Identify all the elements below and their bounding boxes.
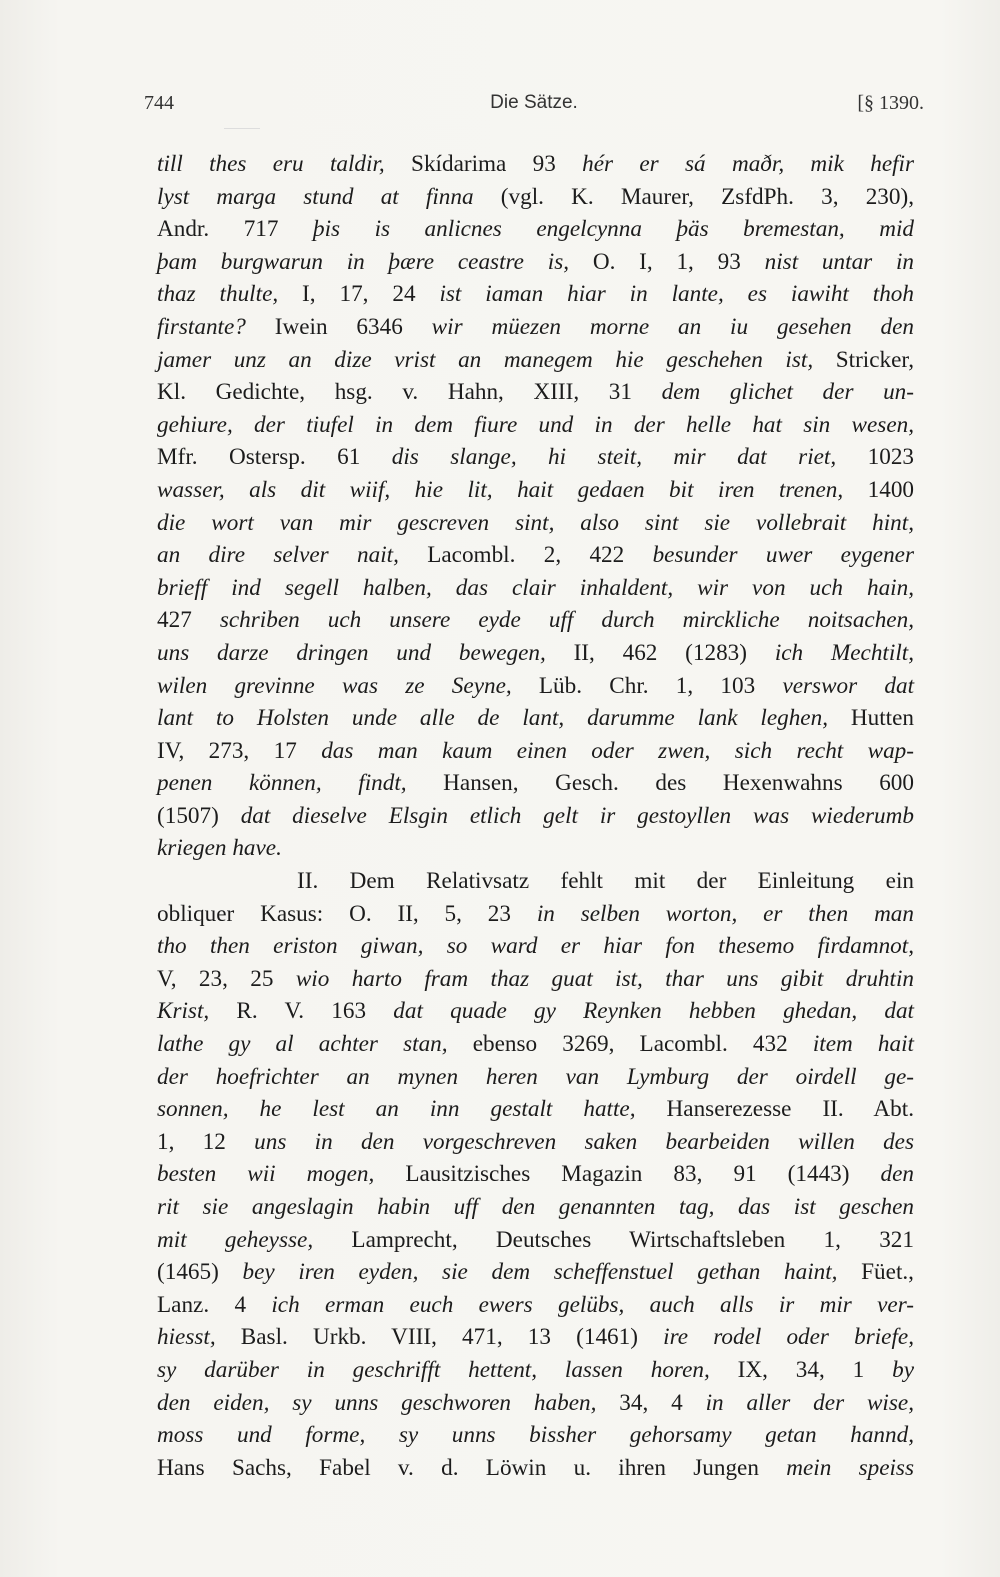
quoted-text: hiesst, bbox=[157, 1324, 216, 1351]
citation-text: 1, 12 bbox=[157, 1128, 255, 1155]
text-line bbox=[157, 1256, 914, 1289]
citation-text: 1023 bbox=[836, 444, 915, 471]
text-line bbox=[157, 930, 914, 963]
quoted-text: dem glichet der un- bbox=[661, 379, 914, 406]
text-line bbox=[157, 1289, 914, 1322]
quoted-text: lathe gy al achter stan, bbox=[157, 1031, 448, 1058]
quoted-text: gehiure, der tiufel in dem fiure und in der helle hat sin wesen, bbox=[157, 411, 914, 438]
quoted-text: penen können, findt, bbox=[157, 770, 407, 797]
quoted-text: rit sie angeslagin habin uff den genannten tag, das ist geschen bbox=[157, 1194, 914, 1220]
text-line bbox=[157, 800, 914, 833]
quoted-text: die wort van mir gescreven sint, also sint sie vollebrait hint, bbox=[157, 509, 914, 536]
text-line bbox=[157, 213, 914, 246]
citation-text: Andr. 717 bbox=[157, 216, 313, 243]
citation-text: II, 462 (1283) bbox=[545, 639, 775, 666]
text-line bbox=[157, 1387, 914, 1420]
citation-text: Lüb. Chr. 1, 103 bbox=[511, 672, 783, 699]
citation-text: Hans Sachs, Fabel v. d. Löwin u. ihren Jungen bbox=[157, 1454, 787, 1481]
text-line bbox=[157, 898, 914, 931]
running-title: Die Sätze. bbox=[490, 92, 578, 113]
text-line bbox=[157, 311, 914, 344]
quoted-text: uns in den vorgeschreven saken bearbeiden willen des bbox=[254, 1128, 914, 1155]
text-line bbox=[157, 702, 914, 735]
quoted-text: ich erman euch ewers gelübs, auch alls ir mir ver- bbox=[271, 1291, 914, 1318]
citation-text: Skídarima 93 bbox=[384, 151, 583, 177]
text-line bbox=[157, 246, 914, 279]
citation-text: O. I, 1, 93 bbox=[569, 248, 765, 275]
citation-text: Stricker, bbox=[813, 346, 914, 373]
text-line bbox=[157, 1452, 914, 1485]
quoted-text: bey iren eyden, sie dem scheffenstuel gethan haint, bbox=[242, 1259, 838, 1286]
citation-text: (1465) bbox=[157, 1259, 243, 1286]
quoted-text: dat quade gy Reynken hebben ghedan, dat bbox=[393, 998, 914, 1025]
citation-text: II. Dem Relativsatz fehlt mit der Einleitung ein bbox=[297, 868, 914, 895]
quoted-text: item hait bbox=[812, 1031, 914, 1058]
quoted-text: wilen grevinne was ze Seyne, bbox=[157, 672, 512, 699]
quoted-text: dat dieselve Elsgin etlich gelt ir gestoyllen was wiederumb bbox=[240, 802, 914, 829]
quoted-text: das man kaum einen oder zwen, sich recht wap- bbox=[321, 737, 914, 764]
text-line bbox=[157, 995, 914, 1028]
quoted-text: Krist, bbox=[157, 998, 210, 1025]
text-line bbox=[157, 278, 914, 311]
quoted-text: wio harto fram thaz guat ist, thar uns gibit druhtin bbox=[295, 965, 914, 992]
citation-text: Hansen, Gesch. des Hexenwahns 600 bbox=[406, 770, 914, 797]
text-line bbox=[157, 181, 914, 214]
text-line bbox=[157, 539, 914, 572]
quoted-text: þam burgwarun in þære ceastre is, bbox=[157, 248, 570, 275]
quoted-text: besten wii mogen, bbox=[157, 1161, 375, 1188]
text-line bbox=[157, 670, 914, 703]
citation-text: 1400 bbox=[843, 476, 915, 503]
citation-text: ebenso 3269, Lacombl. 432 bbox=[447, 1031, 813, 1058]
citation-text: IX, 34, 1 bbox=[709, 1356, 893, 1383]
citation-text: obliquer Kasus: O. II, 5, 23 bbox=[157, 900, 537, 927]
text-line bbox=[157, 637, 914, 670]
citation-text: Hanserezesse II. Abt. bbox=[635, 1096, 914, 1123]
quoted-text: ich Mechtilt, bbox=[774, 639, 914, 666]
quoted-text: tho then eriston giwan, so ward er hiar fon thesemo firdamnot, bbox=[157, 933, 914, 960]
citation-text: Mfr. Ostersp. 61 bbox=[157, 444, 392, 471]
text-line bbox=[157, 376, 914, 409]
quoted-text: den bbox=[880, 1161, 915, 1188]
text-line bbox=[157, 963, 914, 996]
citation-text: Iwein 6346 bbox=[245, 313, 432, 340]
citation-text: R. V. 163 bbox=[209, 998, 394, 1025]
quoted-text: firstante? bbox=[157, 313, 246, 340]
quoted-text: schriben uch unsere eyde uff durch mirckliche noitsachen, bbox=[219, 607, 914, 634]
quoted-text: mit geheysse, bbox=[157, 1226, 314, 1253]
text-line bbox=[157, 767, 914, 800]
text-line bbox=[157, 1419, 914, 1452]
text-line bbox=[157, 604, 914, 637]
citation-text: V, 23, 25 bbox=[157, 965, 296, 992]
quoted-text: dis slange, hi steit, mir dat riet, bbox=[391, 444, 837, 471]
quoted-text: den eiden, sy unns geschworen haben, bbox=[157, 1389, 597, 1416]
text-line bbox=[157, 832, 914, 865]
quoted-text: in aller der wise, bbox=[705, 1389, 914, 1416]
text-line bbox=[157, 572, 914, 605]
citation-text: Basl. Urkb. VIII, 471, 13 (1461) bbox=[215, 1324, 664, 1351]
citation-text: Lamprecht, Deutsches Wirtschaftsleben 1, 321 bbox=[313, 1226, 914, 1253]
page-number: 744 bbox=[144, 92, 174, 114]
text-line bbox=[157, 441, 914, 474]
quoted-text: lant to Holsten unde alle de lant, darumme lank leghen, bbox=[157, 705, 828, 732]
quoted-text: mein speiss bbox=[786, 1454, 914, 1481]
citation-text: Lacombl. 2, 422 bbox=[398, 542, 653, 569]
quoted-text: till thes eru taldir, bbox=[157, 151, 385, 177]
text-line bbox=[157, 148, 914, 181]
citation-text: Lausitzisches Magazin 83, 91 (1443) bbox=[374, 1161, 881, 1188]
quoted-text: brieff ind segell halben, das clair inhaldent, wir von uch hain, bbox=[157, 574, 914, 601]
text-line bbox=[157, 1191, 914, 1224]
citation-text: 427 bbox=[157, 607, 220, 634]
quoted-text: by bbox=[892, 1356, 914, 1383]
quoted-text: sonnen, he lest an inn gestalt hatte, bbox=[157, 1096, 636, 1123]
body-text bbox=[157, 148, 914, 1484]
citation-text: Hutten bbox=[828, 705, 915, 732]
quoted-text: lyst marga stund at finna bbox=[157, 183, 474, 210]
faint-margin-mark bbox=[224, 128, 260, 129]
text-line bbox=[157, 344, 914, 377]
quoted-text: sy darüber in geschrifft hettent, lassen horen, bbox=[157, 1356, 710, 1383]
text-line bbox=[157, 1061, 914, 1094]
quoted-text: ist iaman hiar in lante, es iawiht thoh bbox=[439, 281, 914, 308]
quoted-text: jamer unz an dize vrist an manegem hie geschehen ist, bbox=[157, 346, 814, 373]
citation-text: (vgl. K. Maurer, ZsfdPh. 3, 230), bbox=[473, 183, 914, 210]
citation-text: Füet., bbox=[837, 1259, 914, 1286]
text-line bbox=[157, 409, 914, 442]
text-line bbox=[157, 1321, 914, 1354]
text-line bbox=[157, 865, 914, 898]
text-line bbox=[157, 507, 914, 540]
text-line bbox=[157, 1028, 914, 1061]
text-line bbox=[157, 735, 914, 768]
citation-text: Kl. Gedichte, hsg. v. Hahn, XIII, 31 bbox=[157, 379, 662, 406]
quoted-text: an dire selver nait, bbox=[157, 542, 399, 569]
running-header bbox=[144, 92, 924, 122]
quoted-text: uns darze dringen und bewegen, bbox=[157, 639, 546, 666]
text-line bbox=[157, 1126, 914, 1159]
quoted-text: in selben worton, er then man bbox=[536, 900, 914, 927]
quoted-text: kriegen have. bbox=[157, 835, 282, 862]
text-line bbox=[157, 1224, 914, 1257]
section-reference: [§ 1390. bbox=[857, 92, 924, 114]
citation-text: Lanz. 4 bbox=[157, 1291, 272, 1318]
citation-text: IV, 273, 17 bbox=[157, 737, 322, 764]
quoted-text: ire rodel oder briefe, bbox=[663, 1324, 915, 1351]
quoted-text: wir müezen morne an iu gesehen den bbox=[431, 313, 914, 340]
quoted-text: verswor dat bbox=[782, 672, 915, 699]
text-line bbox=[157, 474, 914, 507]
quoted-text: moss und forme, sy unns bissher gehorsamy getan hannd, bbox=[157, 1422, 914, 1449]
quoted-text: þis is anlicnes engelcynna þäs bremestan, mid bbox=[313, 216, 915, 243]
quoted-text: der hoefrichter an mynen heren van Lymburg der oirdell ge- bbox=[157, 1063, 914, 1090]
text-line bbox=[157, 1158, 914, 1191]
citation-text: 34, 4 bbox=[596, 1389, 706, 1416]
quoted-text: nist untar in bbox=[764, 248, 915, 275]
text-line bbox=[157, 1093, 914, 1126]
citation-text: (1507) bbox=[157, 802, 241, 829]
text-line bbox=[157, 1354, 914, 1387]
quoted-text: besunder uwer eygener bbox=[652, 542, 914, 569]
quoted-text: hér er sá maðr, mik hefir bbox=[582, 151, 915, 177]
quoted-text: thaz thulte, bbox=[157, 281, 279, 308]
citation-text: I, 17, 24 bbox=[278, 281, 440, 308]
quoted-text: wasser, als dit wiif, hie lit, hait gedaen bit iren trenen, bbox=[157, 476, 844, 503]
